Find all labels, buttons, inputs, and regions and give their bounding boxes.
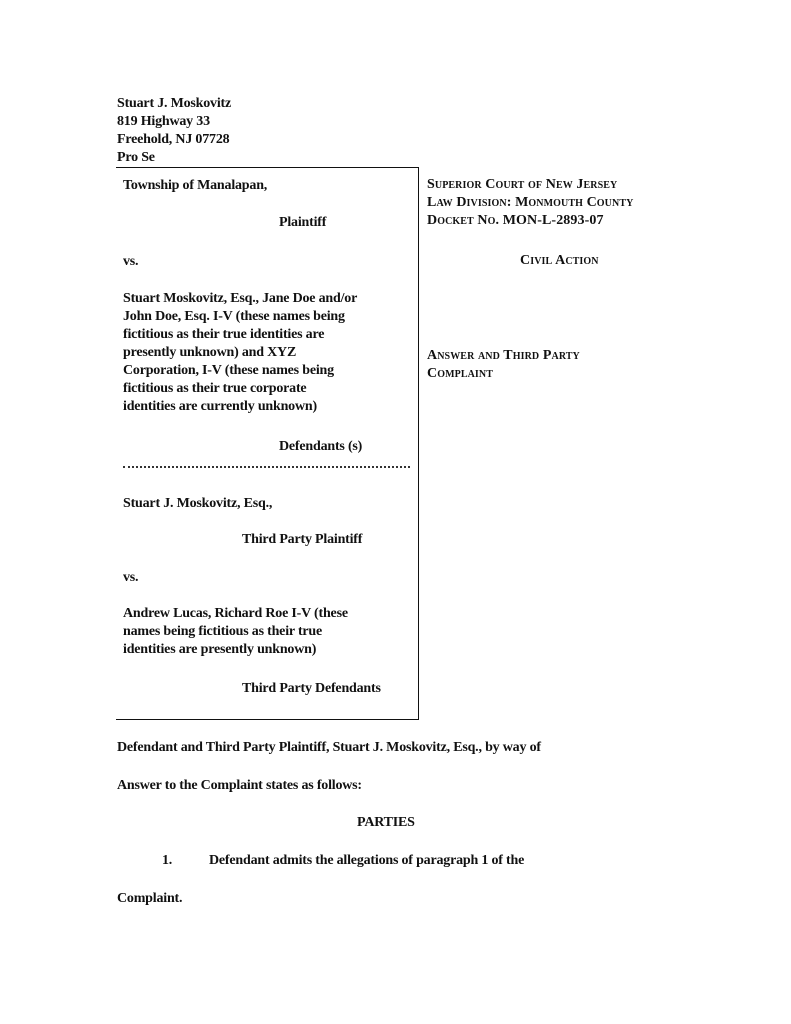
defendants-line: presently unknown) and XYZ	[123, 345, 297, 360]
defendants-role: Defendants (s)	[279, 439, 363, 454]
document-title-line: Complaint	[427, 366, 494, 381]
document-title	[427, 348, 580, 384]
paragraph-text: Complaint.	[117, 891, 183, 906]
intro-line: Answer to the Complaint states as follows:	[117, 778, 362, 793]
caption-divider	[123, 460, 410, 468]
third-party-plaintiff-name: Stuart J. Moskovitz, Esq.,	[123, 496, 273, 511]
defendants-line: identities are currently unknown)	[123, 399, 317, 414]
court-division: Law Division: Monmouth County	[427, 195, 634, 210]
defendants-line: Corporation, I-V (these names being	[123, 363, 334, 378]
versus-label: vs.	[123, 570, 139, 585]
third-party-defendants-list	[123, 605, 348, 659]
defendants-line: Stuart Moskovitz, Esq., Jane Doe and/or	[123, 291, 358, 306]
paragraph-text: Defendant admits the allegations of paragraph 1 of the	[209, 853, 525, 868]
plaintiff-role: Plaintiff	[279, 215, 327, 230]
court-block	[427, 177, 633, 231]
court-name: Superior Court of New Jersey	[427, 177, 618, 192]
section-heading: PARTIES	[357, 815, 415, 830]
third-party-defendants-line: identities are presently unknown)	[123, 642, 317, 657]
defendants-line: fictitious as their true identities are	[123, 327, 325, 342]
header-pro-se: Pro Se	[117, 150, 155, 165]
header-city: Freehold, NJ 07728	[117, 132, 230, 147]
third-party-defendants-line: names being fictitious as their true	[123, 624, 323, 639]
attorney-header	[117, 95, 231, 167]
third-party-plaintiff-role: Third Party Plaintiff	[242, 532, 363, 547]
intro-line: Defendant and Third Party Plaintiff, Stuart J. Moskovitz, Esq., by way of	[117, 740, 541, 755]
docket-number: Docket No. MON-L-2893-07	[427, 213, 604, 228]
document-title-line: Answer and Third Party	[427, 348, 580, 363]
defendants-list	[123, 290, 357, 416]
third-party-defendants-role: Third Party Defendants	[242, 681, 381, 696]
plaintiff-name: Township of Manalapan,	[123, 178, 268, 193]
defendants-line: John Doe, Esq. I-V (these names being	[123, 309, 345, 324]
civil-action-label: Civil Action	[520, 253, 599, 268]
header-address: 819 Highway 33	[117, 114, 210, 129]
header-name: Stuart J. Moskovitz	[117, 96, 232, 111]
defendants-line: fictitious as their true corporate	[123, 381, 307, 396]
paragraph-number: 1.	[162, 853, 173, 868]
third-party-defendants-line: Andrew Lucas, Richard Roe I-V (these	[123, 606, 348, 621]
versus-label: vs.	[123, 254, 139, 269]
